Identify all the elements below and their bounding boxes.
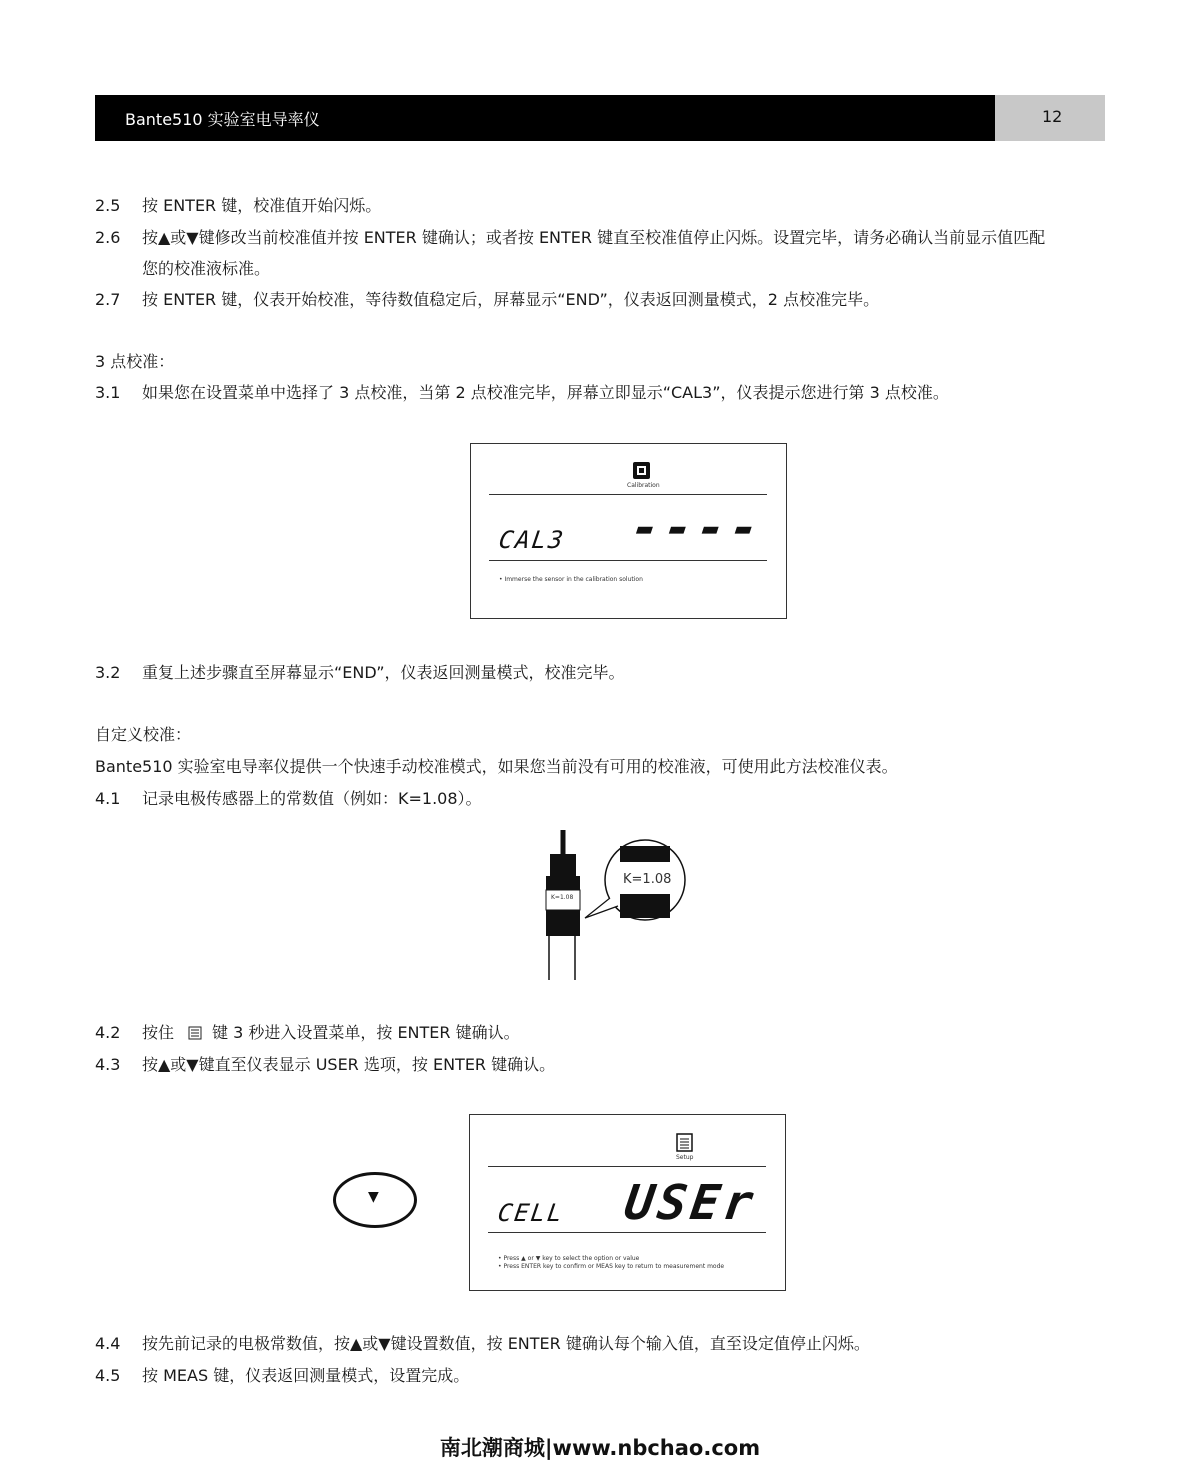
down-arrow-icon: ▼ [368, 1189, 379, 1205]
document-title: Bante510 实验室电导率仪 [125, 110, 320, 129]
step-number: 2.6 [95, 228, 121, 247]
setup-icon [188, 1026, 202, 1040]
step-number: 2.5 [95, 196, 121, 215]
step-text: 记录电极传感器上的常数值（例如：K=1.08）。 [142, 789, 482, 808]
setup-icon [676, 1133, 694, 1153]
section-heading: 自定义校准： [95, 725, 192, 744]
lcd-mode-text: CAL3 [497, 526, 567, 554]
page-header [95, 95, 1105, 141]
page-number-box [995, 95, 1105, 141]
step-number: 4.4 [95, 1334, 121, 1353]
calibration-icon [632, 461, 652, 481]
probe-graphic [530, 828, 700, 983]
step-text-continued: 您的校准液标准。 [142, 259, 271, 278]
step-text: 按 MEAS 键，仪表返回测量模式，设置完成。 [142, 1366, 470, 1385]
probe-label-small: K=1.08 [551, 894, 574, 901]
step-number: 4.2 [95, 1023, 121, 1042]
footer-watermark: 南北潮商城|www.nbchao.com [439, 1436, 761, 1460]
lcd-instruction: • Press ENTER key to confirm or MEAS key to return to measurement mode [498, 1263, 725, 1270]
step-text: 重复上述步骤直至屏幕显示“END”，仪表返回测量模式，校准完毕。 [142, 663, 625, 682]
section-heading: 3 点校准： [95, 352, 175, 371]
lcd-instruction: • Press ▲ or ▼ key to select the option or value [498, 1255, 640, 1262]
lcd-main-readout: ---- [627, 500, 767, 556]
lcd-display-cal3 [470, 443, 787, 619]
lcd-divider [489, 560, 767, 561]
calibration-icon-label: Calibration [627, 482, 660, 489]
section-intro: Bante510 实验室电导率仪提供一个快速手动校准模式，如果您当前没有可用的校准液，可使用此方法校准仪表。 [95, 757, 898, 776]
step-number: 2.7 [95, 290, 121, 309]
step-text: 按▲或▼键修改当前校准值并按 ENTER 键确认；或者按 ENTER 键直至校准值停止闪烁。设置完毕，请务必确认当前显示值匹配 [142, 228, 1046, 247]
down-key-button [333, 1172, 417, 1228]
probe-illustration [530, 828, 700, 983]
step-number: 4.5 [95, 1366, 121, 1385]
lcd-display-user [469, 1114, 786, 1291]
step-text: 按 ENTER 键，校准值开始闪烁。 [142, 196, 382, 215]
probe-label-large: K=1.08 [623, 872, 672, 887]
step-number: 3.2 [95, 663, 121, 682]
header-title-bar [95, 95, 995, 141]
step-text: 如果您在设置菜单中选择了 3 点校准，当第 2 点校准完毕，屏幕立即显示“CAL3”，仪表提示您进行第 3 点校准。 [142, 383, 949, 402]
step-text-suffix: 键 3 秒进入设置菜单，按 ENTER 键确认。 [212, 1023, 520, 1042]
step-text-prefix: 按住 [142, 1023, 175, 1042]
lcd-main-readout: USEr [621, 1175, 761, 1231]
lcd-divider [489, 494, 767, 495]
lcd-divider [488, 1232, 766, 1233]
setup-icon-label: Setup [676, 1154, 694, 1161]
page-number: 12 [1042, 107, 1063, 126]
step-text: 按▲或▼键直至仪表显示 USER 选项，按 ENTER 键确认。 [142, 1055, 556, 1074]
lcd-mode-text: CELL [496, 1199, 566, 1227]
step-number: 3.1 [95, 383, 121, 402]
lcd-instruction: • Immerse the sensor in the calibration solution [499, 576, 643, 583]
step-text: 按先前记录的电极常数值，按▲或▼键设置数值，按 ENTER 键确认每个输入值，直至设定值停止闪烁。 [142, 1334, 870, 1353]
lcd-divider [488, 1166, 766, 1167]
step-number: 4.1 [95, 789, 121, 808]
step-number: 4.3 [95, 1055, 121, 1074]
step-text: 按 ENTER 键，仪表开始校准，等待数值稳定后，屏幕显示“END”，仪表返回测量模式，2 点校准完毕。 [142, 290, 880, 309]
